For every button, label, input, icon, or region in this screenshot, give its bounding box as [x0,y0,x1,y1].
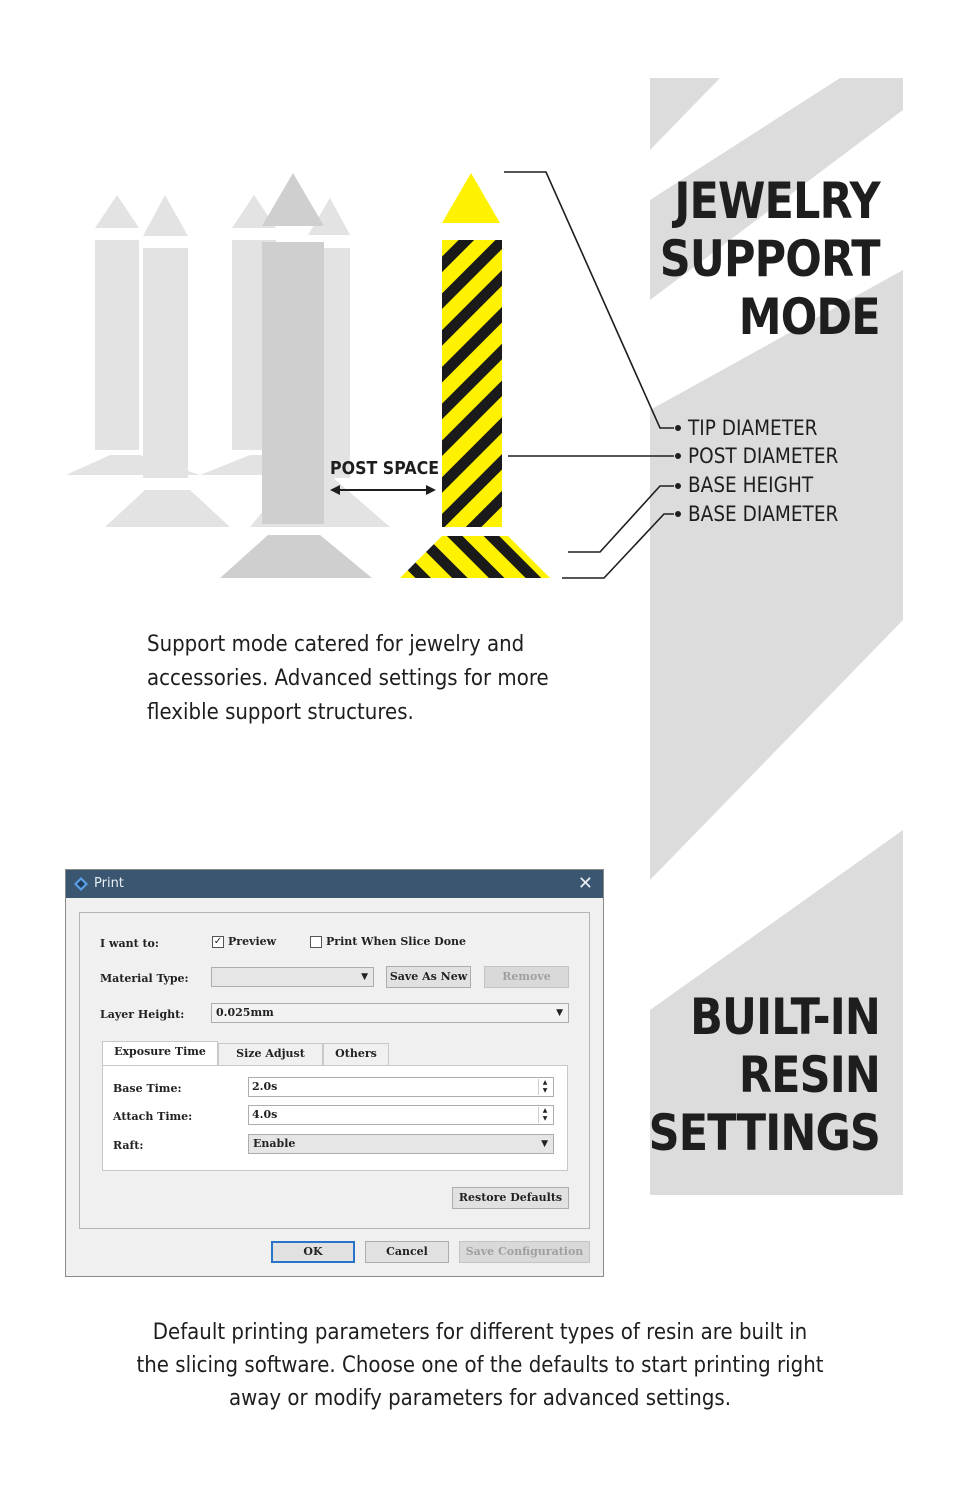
dialog-title: Print [94,876,124,891]
chevron-down-icon: ▼ [556,1008,563,1018]
base-time-label: Base Time: [113,1082,182,1095]
attach-time-label: Attach Time: [113,1110,193,1123]
spinner-icon[interactable]: ▲ ▼ [538,1107,551,1123]
base-time-value: 2.0s [252,1080,278,1093]
chevron-down-icon: ▼ [361,972,368,982]
raft-select[interactable] [248,1134,554,1154]
description-line: the slicing software. Choose one of the defaults to start printing right [136,1353,824,1378]
app-logo-icon [74,877,88,891]
preview-label: Preview [228,935,277,948]
description-line: flexible support structures. [147,700,414,725]
save-configuration-button[interactable]: Save Configuration [459,1241,590,1263]
material-type-select[interactable] [211,967,374,987]
heading-line: SETTINGS [648,1104,880,1162]
print-when-done-label: Print When Slice Done [326,935,467,948]
close-icon[interactable]: ✕ [577,873,593,894]
jewelry-support-heading [660,172,880,346]
tab-exposure-time[interactable]: Exposure Time [102,1041,218,1065]
layer-height-value: 0.025mm [216,1006,274,1019]
layer-height-select[interactable] [211,1003,569,1023]
heading-line: SUPPORT [660,230,880,288]
save-as-new-button[interactable]: Save As New [386,966,471,988]
base-diameter-label: BASE DIAMETER [688,502,839,526]
post-diameter-label: POST DIAMETER [688,444,839,468]
heading-line: RESIN [738,1046,880,1104]
layer-height-label: Layer Height: [100,1008,185,1021]
heading-line: JEWELRY [674,172,880,230]
resin-settings-description [48,1316,912,1415]
dialog-titlebar[interactable] [66,870,603,898]
cancel-button[interactable]: Cancel [365,1241,449,1263]
resin-settings-heading [649,988,880,1162]
base-height-label: BASE HEIGHT [688,473,814,497]
description-line: Support mode catered for jewelry and [147,632,525,657]
jewelry-description [147,628,549,730]
leader-lines [504,172,674,578]
tip-diameter-label: TIP DIAMETER [688,416,818,440]
print-options-panel [79,912,590,1229]
description-line: away or modify parameters for advanced settings. [228,1386,732,1411]
description-line: Default printing parameters for different types of resin are built in [152,1320,808,1345]
print-when-done-checkbox[interactable] [310,935,466,948]
i-want-to-label: I want to: [100,937,159,950]
print-dialog [65,869,604,1277]
ok-button[interactable]: OK [271,1241,355,1263]
tab-size-adjust[interactable]: Size Adjust [218,1043,323,1065]
material-type-label: Material Type: [100,972,189,985]
base-time-input[interactable] [248,1077,554,1097]
raft-value: Enable [253,1137,296,1150]
yellow-tip [442,173,500,223]
preview-checkbox[interactable] [212,935,276,948]
heading-line: BUILT-IN [690,988,880,1046]
exposure-time-pane [102,1065,568,1171]
post-space-label: POST SPACE [330,458,440,479]
remove-button[interactable]: Remove [484,966,569,988]
attach-time-input[interactable] [248,1105,554,1125]
yellow-post [442,240,502,527]
restore-defaults-button[interactable]: Restore Defaults [452,1187,569,1209]
raft-label: Raft: [113,1139,144,1152]
checkbox-box [310,936,322,948]
yellow-base [400,536,550,578]
attach-time-value: 4.0s [252,1108,278,1121]
spinner-icon[interactable]: ▲ ▼ [538,1079,551,1095]
checkmark-icon: ✓ [213,935,223,947]
tab-others[interactable]: Others [323,1043,389,1065]
chevron-down-icon: ▼ [541,1139,548,1149]
heading-line: MODE [739,288,880,346]
description-line: accessories. Advanced settings for more [147,666,549,691]
